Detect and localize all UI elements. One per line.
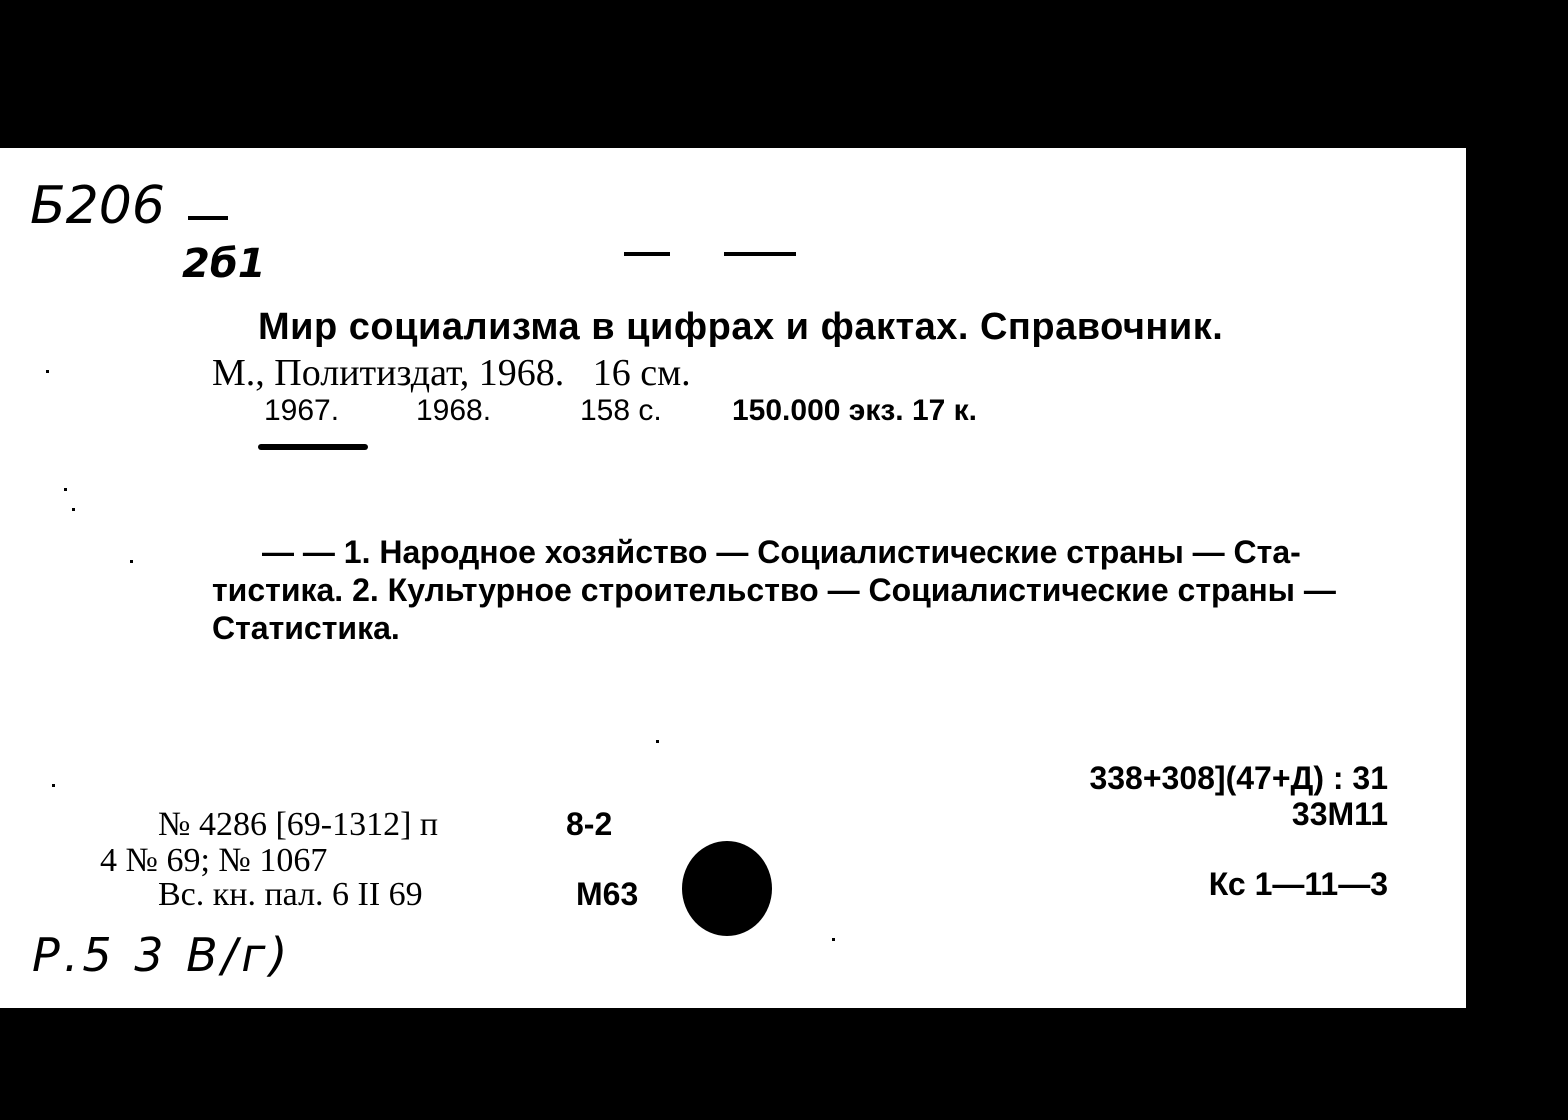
handwritten-underline (258, 444, 368, 450)
chamber-code: М63 (576, 876, 639, 912)
entry-copies-price: 150.000 экз. 17 к. (732, 394, 977, 427)
entry-imprint: М., Политиздат, 1968. 16 см. (212, 352, 691, 394)
registry-numbers: 4 № 69; № 1067 (100, 842, 328, 879)
speck (46, 370, 49, 373)
entry-pages: 158 с. (580, 394, 662, 427)
chamber-date: Вс. кн. пал. 6 II 69 (158, 876, 423, 913)
catalog-card (0, 148, 1466, 1008)
entry-title: Мир социализма в цифрах и фактах. Справочник. (258, 306, 1224, 348)
speck (656, 740, 659, 743)
entry-year2: 1968. (416, 394, 492, 427)
shelfmark-top: Б206 (30, 176, 165, 236)
record-code: 8-2 (566, 806, 613, 842)
shelfmark-bottom: Р.5 3 В/г) (32, 928, 292, 982)
speck (130, 560, 133, 563)
subject-line-2: тистика. 2. Культурное строительство — Социалистические страны — (212, 572, 1336, 608)
classification-index: 338+308](47+Д) : 31 (1089, 760, 1388, 796)
punch-hole (682, 841, 772, 936)
author-mark: 33М11 (1291, 796, 1388, 832)
header-dash-1 (624, 252, 670, 256)
speck (72, 508, 75, 511)
entry-year1: 1967. (264, 394, 340, 427)
subject-line-1: — — 1. Народное хозяйство — Социалистические страны — Ста- (262, 534, 1301, 570)
speck (64, 488, 67, 491)
shelfmark-dash (188, 216, 228, 220)
shelfmark-sub: 2б1 (182, 241, 266, 287)
speck (832, 938, 835, 941)
speck (52, 784, 55, 787)
record-number: № 4286 [69-1312] п (158, 806, 439, 843)
header-dash-2 (724, 252, 796, 256)
card-code: Кс 1—11—3 (1208, 866, 1388, 902)
subject-line-3: Статистика. (212, 610, 400, 646)
